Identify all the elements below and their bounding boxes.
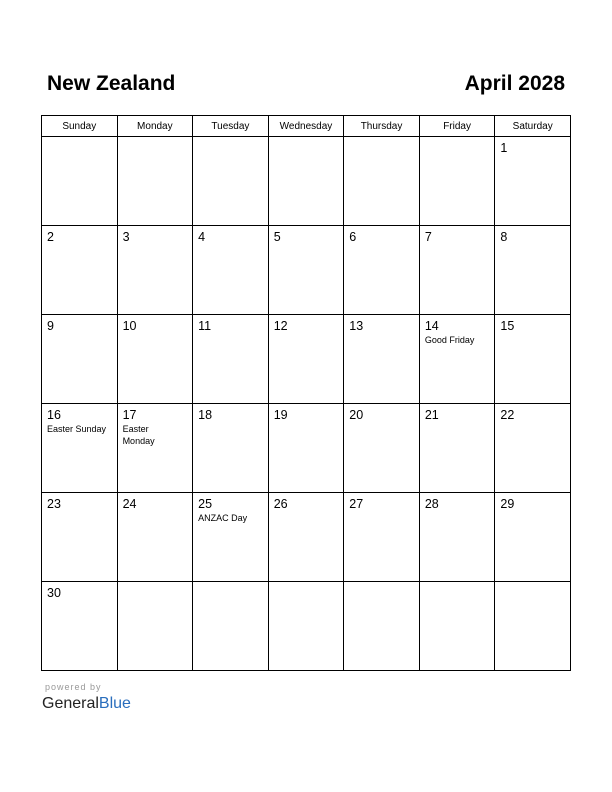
- day-number: 27: [349, 497, 364, 511]
- day-cell-empty: [117, 137, 193, 226]
- day-number: 2: [47, 230, 54, 244]
- week-row-2: [42, 226, 571, 315]
- day-cell-holiday: [117, 404, 193, 493]
- holiday-label: Easter Monday: [122, 424, 155, 446]
- day-number: 18: [198, 408, 213, 422]
- day-number: 6: [349, 230, 357, 244]
- day-cell: [193, 226, 269, 315]
- week-row-6: [42, 582, 571, 671]
- day-number: 16: [47, 408, 61, 422]
- logo-text-blue: Blue: [98, 695, 131, 712]
- week-row-4: [42, 404, 571, 493]
- logo-text-general: General: [42, 695, 99, 712]
- day-cell-empty: [117, 582, 193, 671]
- weekday-tuesday: Tuesday: [193, 116, 269, 137]
- day-number: 1: [500, 141, 508, 155]
- day-number: 20: [349, 408, 364, 422]
- day-number: 7: [424, 230, 432, 244]
- day-cell: [42, 226, 118, 315]
- day-cell: [495, 315, 571, 404]
- day-cell: [193, 404, 269, 493]
- day-number: 30: [47, 586, 61, 600]
- day-number: 25: [198, 497, 213, 511]
- day-cell: [344, 493, 420, 582]
- day-cell: [117, 226, 193, 315]
- day-cell-empty: [193, 582, 269, 671]
- day-cell: [117, 493, 193, 582]
- country-title: New Zealand: [47, 72, 176, 95]
- day-cell-holiday: [42, 404, 118, 493]
- week-row-1: [42, 137, 571, 226]
- day-number: 28: [424, 497, 439, 511]
- day-number: 24: [122, 497, 137, 511]
- day-cell: [495, 137, 571, 226]
- day-cell: [268, 226, 344, 315]
- weekday-sunday: Sunday: [42, 116, 118, 137]
- day-cell-empty: [344, 582, 420, 671]
- day-cell-empty: [344, 137, 420, 226]
- week-row-5: [42, 493, 571, 582]
- weekday-saturday: Saturday: [495, 116, 571, 137]
- day-number: 19: [273, 408, 288, 422]
- day-cell: [268, 404, 344, 493]
- weekday-wednesday: Wednesday: [268, 116, 344, 137]
- day-number: 3: [122, 230, 130, 244]
- day-cell: [268, 493, 344, 582]
- day-number: 29: [500, 497, 515, 511]
- day-cell-empty: [419, 582, 495, 671]
- powered-by-label: powered by: [45, 682, 102, 692]
- day-cell-empty: [268, 137, 344, 226]
- day-number: 15: [500, 319, 515, 333]
- day-cell: [495, 493, 571, 582]
- day-number: 22: [500, 408, 515, 422]
- holiday-label: ANZAC Day: [198, 513, 248, 523]
- day-cell: [419, 493, 495, 582]
- day-number: 4: [198, 230, 206, 244]
- day-number: 9: [47, 319, 54, 333]
- day-cell-empty: [419, 137, 495, 226]
- day-number: 14: [424, 319, 439, 333]
- day-cell-holiday: [193, 493, 269, 582]
- weekday-header-row: [42, 116, 571, 137]
- calendar-grid: [41, 115, 571, 671]
- day-number: 21: [424, 408, 439, 422]
- day-number: 23: [47, 497, 61, 511]
- holiday-label: Good Friday: [424, 335, 475, 345]
- day-cell: [117, 315, 193, 404]
- day-number: 10: [122, 319, 137, 333]
- day-number: 8: [500, 230, 508, 244]
- day-cell: [495, 404, 571, 493]
- day-cell: [42, 493, 118, 582]
- day-cell: [42, 315, 118, 404]
- day-cell: [419, 226, 495, 315]
- day-cell-empty: [193, 137, 269, 226]
- day-cell: [193, 315, 269, 404]
- day-cell: [268, 315, 344, 404]
- weekday-thursday: Thursday: [344, 116, 420, 137]
- day-number: 17: [122, 408, 137, 422]
- day-number: 13: [349, 319, 364, 333]
- generalblue-logo[interactable]: [42, 694, 131, 714]
- day-cell: [344, 226, 420, 315]
- day-cell: [344, 404, 420, 493]
- day-cell-holiday: [419, 315, 495, 404]
- day-number: 5: [273, 230, 281, 244]
- month-year-title: April 2028: [464, 72, 565, 95]
- day-number: 26: [273, 497, 288, 511]
- day-cell-empty: [268, 582, 344, 671]
- day-cell-empty: [495, 582, 571, 671]
- weekday-monday: Monday: [117, 116, 193, 137]
- day-cell: [42, 582, 118, 671]
- day-number: 11: [198, 319, 212, 333]
- day-cell: [344, 315, 420, 404]
- day-number: 12: [273, 319, 288, 333]
- day-cell-empty: [42, 137, 118, 226]
- day-cell: [495, 226, 571, 315]
- day-cell: [419, 404, 495, 493]
- weekday-friday: Friday: [419, 116, 495, 137]
- holiday-label: Easter Sunday: [47, 424, 107, 434]
- week-row-3: [42, 315, 571, 404]
